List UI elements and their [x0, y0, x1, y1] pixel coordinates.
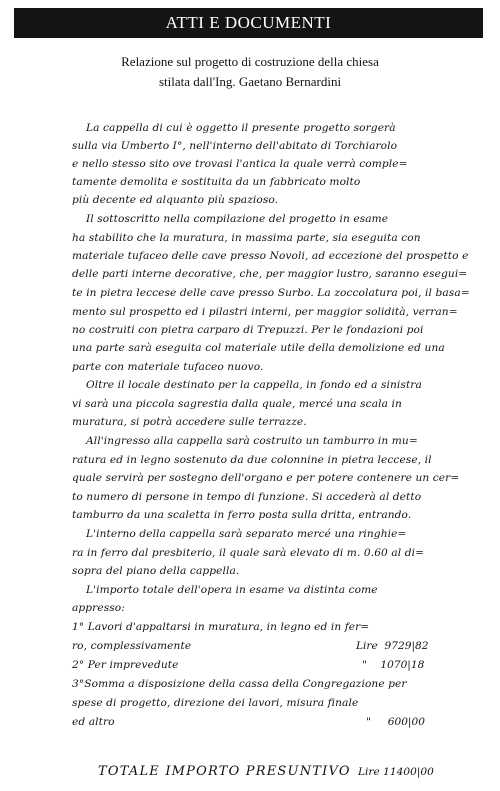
report-line: sopra del piano della cappella. [72, 565, 240, 577]
section-header-title: ATTI E DOCUMENTI [165, 13, 332, 32]
report-line: e nello stesso sito ove trovasi l'antica la quale verrà comple= [72, 158, 408, 170]
report-line: La cappella di cui è oggetto il presente progetto sorgerà [86, 122, 396, 134]
report-line: tamente demolita e sostituita da un fabbricato molto [72, 176, 361, 188]
report-line: 2° Per imprevedute [72, 659, 179, 671]
amount-altro: " 600|00 [366, 716, 425, 728]
report-line: vi sarà una piccola sagrestia dalla quale, mercé una scala in [72, 398, 402, 410]
report-line: All'ingresso alla cappella sarà costruito un tamburro in mu= [86, 435, 418, 447]
report-line: una parte sarà eseguita col materiale utile della demolizione ed una [72, 342, 445, 354]
report-line: ed altro [72, 716, 115, 728]
report-line: te in pietra leccese delle cave presso Surbo. La zoccolatura poi, il basa= [72, 287, 470, 299]
report-line: ratura ed in legno sostenuto da due colonnine in pietra leccese, il [72, 454, 432, 466]
report-line: Oltre il locale destinato per la cappella, in fondo ed a sinistra [86, 379, 422, 391]
report-line: più decente ed alquanto più spazioso. [72, 194, 279, 206]
report-line: muratura, si potrà accedere sulle terrazze. [72, 416, 307, 428]
report-line: 1° Lavori d'appaltarsi in muratura, in legno ed in fer= [72, 621, 370, 633]
report-line: materiale tufaceo delle cave presso Novoli, ad eccezione del prospetto e [72, 250, 469, 262]
report-line: sulla via Umberto I°, nell'interno dell'abitato di Torchiarolo [72, 140, 398, 152]
document-title-line-1: Relazione sul progetto di costruzione della chiesa [121, 54, 379, 69]
report-line: to numero di persone in tempo di funzione. Si accederà al detto [72, 491, 422, 503]
report-line: L'importo totale dell'opera in esame va distinta come [86, 584, 378, 596]
report-line: tamburro da una scaletta in ferro posta sulla dritta, entrando. [72, 509, 412, 521]
report-line: spese di progetto, direzione dei lavori, misura finale [72, 697, 359, 709]
amount-imprevedute: " 1070|18 [362, 659, 425, 671]
total-value: Lire 11400|00 [358, 766, 434, 778]
report-line: appresso: [72, 602, 125, 614]
total-label: TOTALE IMPORTO PRESUNTIVO [98, 764, 351, 779]
report-line: Il sottoscritto nella compilazione del progetto in esame [86, 213, 389, 225]
report-line: no costruiti con pietra carparo di Trepuzzi. Per le fondazioni poi [72, 324, 424, 336]
report-line: ro, complessivamente [72, 640, 192, 652]
report-line: quale servirà per sostegno dell'organo e per potere contenere un cer= [72, 472, 460, 484]
report-line: L'interno della cappella sarà separato mercé una ringhie= [86, 528, 407, 540]
report-line: ha stabilito che la muratura, in massima parte, sia eseguita con [72, 232, 421, 244]
report-line: delle parti interne decorative, che, per maggior lustro, saranno esegui= [72, 268, 468, 280]
report-line: 3°Somma a disposizione della cassa della Congregazione per [72, 678, 407, 690]
report-line: ra in ferro dal presbiterio, il quale sarà elevato di m. 0.60 al di= [72, 547, 425, 559]
amount-lavori: Lire 9729|82 [356, 640, 429, 652]
document-title-line-2: stilata dall'Ing. Gaetano Bernardini [158, 74, 342, 89]
report-line: parte con materiale tufaceo nuovo. [72, 361, 264, 373]
report-line: mento sul prospetto ed i pilastri interni, per maggior solidità, verran= [72, 306, 458, 318]
